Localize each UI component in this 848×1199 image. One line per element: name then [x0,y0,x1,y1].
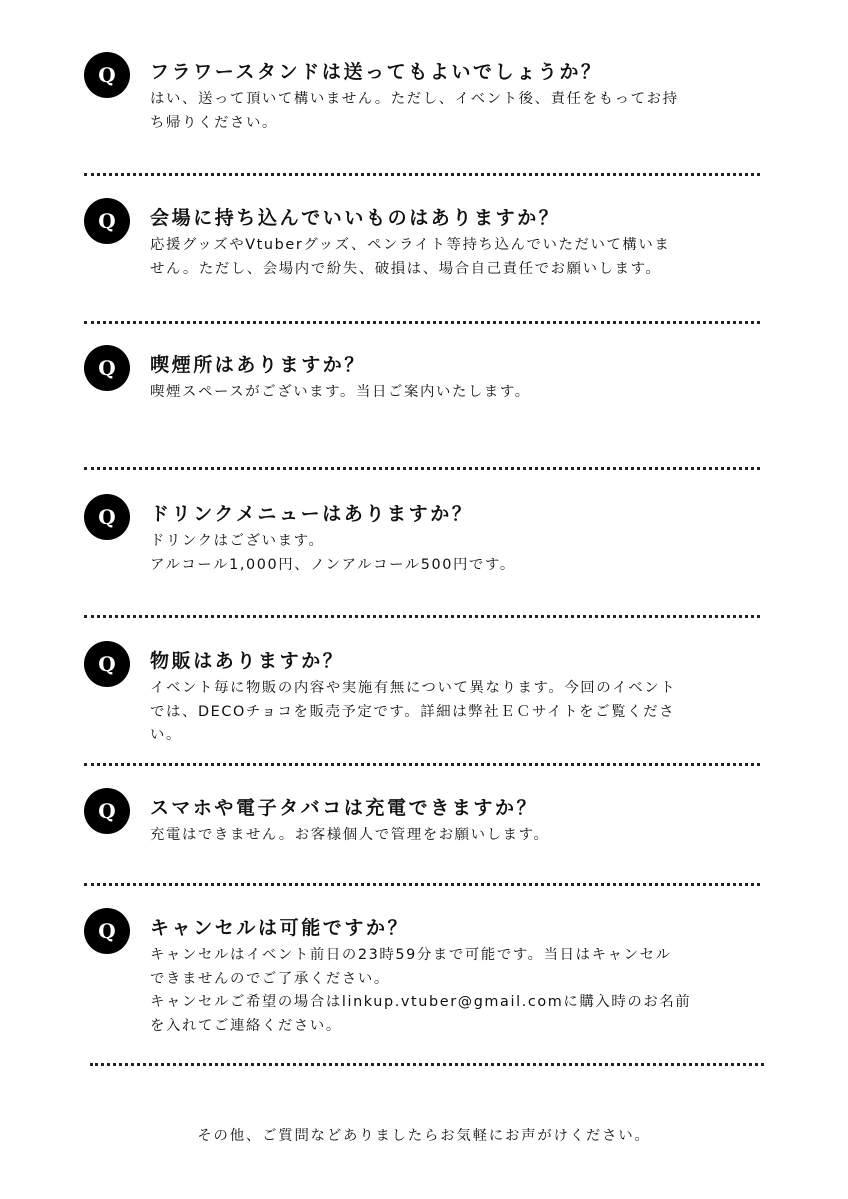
faq-answer [150,381,760,405]
answer-line: アルコール1,000円、ノンアルコール500円です。 [150,556,516,573]
q-badge-icon: Q [84,788,130,834]
answer-line: キャンセルはイベント前日の23時59分まで可能です。当日はキャンセル [150,947,672,963]
answer-line: 喫煙スペースがございます。当日ご案内いたします。 [150,384,531,400]
q-badge-icon: Q [84,494,130,540]
faq-question: 物販はありますか？ [150,650,345,672]
answer-line: せん。ただし、会場内で紛失、破損は、場合自己責任でお願いします。 [150,260,662,277]
faq-question: スマホや電子タバコは充電できますか？ [150,797,539,819]
answer-line: キャンセルご希望の場合はlinkup.vtuber@gmail.comに購入時のお名前 [150,994,692,1010]
q-badge-icon: Q [84,641,130,687]
faq-question: 会場に持ち込んでいいものはありますか？ [150,207,561,229]
q-badge-icon: Q [84,908,130,954]
faq-question: キャンセルは可能ですか？ [150,917,410,939]
dotted-divider [84,467,760,470]
faq-question: 喫煙所はありますか？ [150,354,367,376]
faq-answer [150,824,760,848]
answer-line: ドリンクはございます。 [150,533,325,549]
faq-answer [150,944,760,1038]
answer-line: できませんのでご了承ください。 [150,970,390,987]
q-badge-icon: Q [84,198,130,244]
dotted-divider [84,615,760,618]
faq-answer [150,677,760,748]
faq-answer [150,234,760,281]
dotted-divider [84,321,760,324]
answer-line: 応援グッズやVtuberグッズ、ペンライト等持ち込んでいただいて構いま [150,237,671,253]
answer-line: ち帰りください。 [150,114,278,131]
faq-question: フラワースタンドは送ってもよいでしょうか？ [150,61,603,83]
dotted-divider [84,173,760,176]
dotted-divider [90,1063,764,1066]
footer-note: その他、ご質問などありましたらお気軽にお声がけください。 [197,1128,651,1144]
answer-line: い。 [150,727,182,743]
dotted-divider [84,763,760,766]
faq-question: ドリンクメニューはありますか？ [150,503,474,525]
answer-line: 充電はできません。お客様個人で管理をお願いします。 [150,827,550,843]
answer-line: では、DECOチョコを販売予定です。詳細は弊社ＥＣサイトをご覧くださ [150,703,676,720]
answer-line: を入れてご連絡ください。 [150,1017,342,1034]
dotted-divider [84,883,760,886]
faq-answer [150,88,760,135]
q-badge-icon: Q [84,52,130,98]
answer-line: イベント毎に物販の内容や実施有無について異なります。今回のイベント [150,680,677,696]
answer-line: はい、送って頂いて構いません。ただし、イベント後、責任をもってお持 [150,91,679,107]
faq-answer [150,530,760,577]
q-badge-icon: Q [84,345,130,391]
